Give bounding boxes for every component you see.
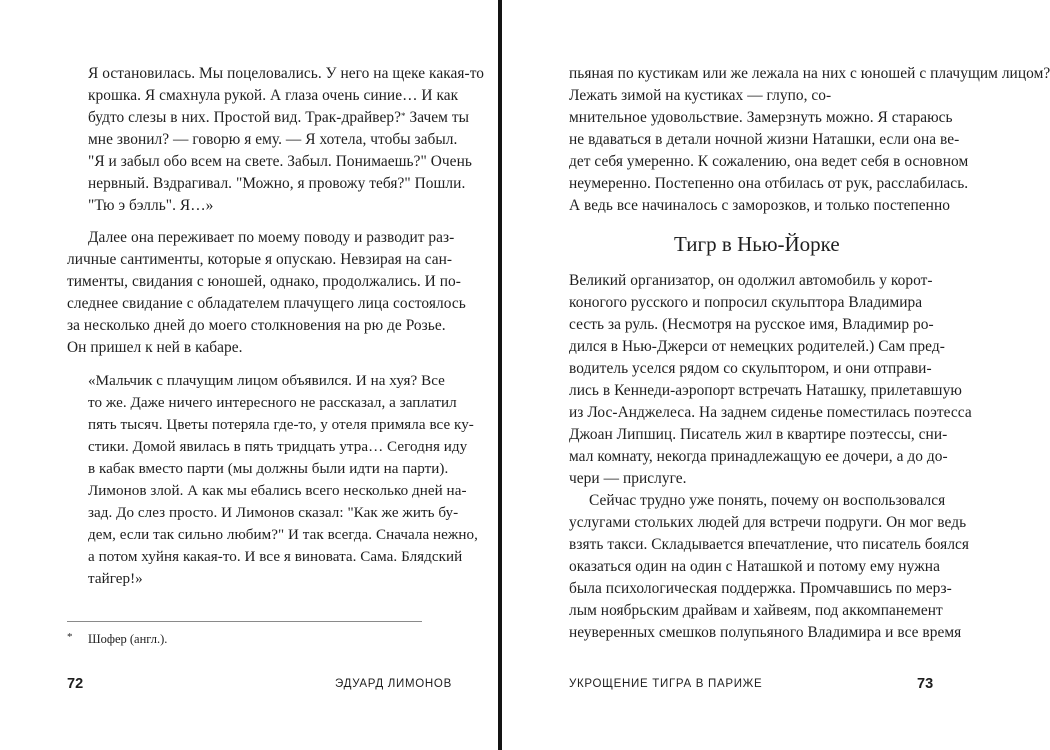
page-number: 73 (917, 676, 934, 692)
text-line: дет себя умеренно. К сожалению, она ведет себя в основном (569, 153, 969, 170)
section-heading: Тигр в Нью-Йорке (674, 232, 840, 256)
text-line: зад. До слез просто. И Лимонов сказал: "Как же жить бу- (88, 505, 459, 521)
text-line: пять тысяч. Цветы потеряла где-то, у отеля примяла все ку- (88, 417, 474, 433)
text-line: тименты, свидания с юношей, однако, продолжались. И по- (67, 273, 461, 290)
text-line: будто слезы в них. Простой вид. Трак-драйвер?* Зачем ты (88, 109, 470, 126)
text-line: Он пришел к ней в кабаре. (67, 339, 243, 356)
text-line: "Я и забыл обо всем на свете. Забыл. Понимаешь?" Очень (88, 153, 472, 170)
text-line: нервный. Вздрагивал. "Можно, я провожу тебя?" Пошли. (88, 175, 466, 192)
text-line: оказаться один на один с Наташкой и потому ему нужна (569, 558, 940, 575)
text-line: лись в Кеннеди-аэропорт встречать Наташку, прилетавшую (569, 382, 962, 399)
book-spine (498, 0, 502, 750)
text-line: неуверенных смешков полупьяного Владимира и все время (569, 624, 962, 641)
text-line: дился в Нью-Джерси от немецких родителей.) Сам пред- (569, 338, 945, 355)
text-line: в кабак вместо парти (мы должны были идти на парти). (88, 461, 449, 477)
text-line: мал комнату, некогда принадлежащую ее дочери, а до до- (569, 448, 948, 465)
text-line: мне звонил? — говорю я ему. — Я хотела, чтобы забыл. (88, 131, 458, 148)
text-line: мнительное удовольствие. Замерзнуть можно. Я стараюсь (569, 109, 953, 126)
text-line: Лежать зимой на кустиках — глупо, со- (569, 87, 832, 104)
text-line: не вдаваться в детали ночной жизни Наташки, если она ве- (569, 131, 960, 148)
text-line: дем, если так сильно любим?" И так всегда. Сначала нежно, (88, 527, 478, 543)
left-page (0, 0, 498, 750)
running-head: ЭДУАРД ЛИМОНОВ (335, 678, 452, 690)
text-line: стики. Домой явилась в пять тридцать утра… Сегодня иду (88, 439, 468, 455)
running-head: УКРОЩЕНИЕ ТИГРА В ПАРИЖЕ (569, 678, 763, 690)
text-line: следнее свидание с обладателем плачущего лица состоялось (67, 295, 466, 312)
text-line: "Тю э бэлль". Я…» (88, 197, 214, 214)
text-line: крошка. Я смахнула рукой. А глаза очень синие… И как (88, 87, 459, 104)
text-line: из Лос-Анджелеса. На заднем сиденье поместилась поэтесса (569, 404, 972, 421)
footnote-separator (67, 621, 422, 622)
text-line: услугами стольких людей для встречи подруги. Он мог ведь (569, 514, 967, 531)
text-line: пьяная по кустикам или же лежала на них с юношей с плачущим лицом? (569, 65, 1050, 82)
text-line: «Мальчик с плачущим лицом объявился. И на хуя? Все (88, 373, 445, 389)
text-line: А ведь все начиналось с заморозков, и только постепенно (569, 197, 950, 214)
text-line: неумеренно. Постепенно она отбилась от рук, расслабилась. (569, 175, 969, 192)
text-line: была психологическая поддержка. Промчавшись по мерз- (569, 580, 952, 597)
footnote-reference: * (401, 111, 406, 121)
footnote-mark: * (67, 631, 73, 643)
text-line: Далее она переживает по моему поводу и разводит раз- (88, 229, 455, 246)
text-line: чери — прислуге. (569, 470, 687, 487)
text-line: Лимонов злой. А как мы ебались всего несколько дней на- (88, 483, 467, 499)
text-line: взять такси. Складывается впечатление, что писатель боялся (569, 536, 970, 553)
text-line: Сейчас трудно уже понять, почему он воспользовался (589, 492, 946, 509)
text-line: тайгер!» (88, 571, 143, 587)
text-line: личные сантименты, которые я опускаю. Невзирая на сан- (67, 251, 453, 268)
text-line: Джоан Липшиц. Писатель жил в квартире поэтессы, сни- (569, 426, 948, 443)
text-line: за несколько дней до моего столкновения на рю де Розье. (67, 317, 446, 334)
text-line: а потом хуйня какая-то. И все я виновата. Сама. Блядский (88, 549, 463, 565)
text-line: сесть за руль. (Несмотря на русское имя, Владимир ро- (569, 316, 934, 333)
page-number: 72 (67, 676, 84, 692)
text-line: Я остановилась. Мы поцеловались. У него на щеке какая-то (88, 65, 485, 82)
right-page (504, 0, 1050, 750)
text-line: то же. Даже ничего интересного не рассказал, а заплатил (88, 395, 457, 411)
text-line: водитель уселся рядом со скульптором, и они отправи- (569, 360, 932, 377)
text-line: Великий организатор, он одолжил автомобиль у корот- (569, 272, 933, 289)
text-line: лым ноябрьским драйвам и хайвеям, под аккомпанемент (569, 602, 943, 619)
text-line: коногого русского и попросил скульптора Владимира (569, 294, 923, 311)
footnote: Шофер (англ.). (88, 632, 168, 646)
